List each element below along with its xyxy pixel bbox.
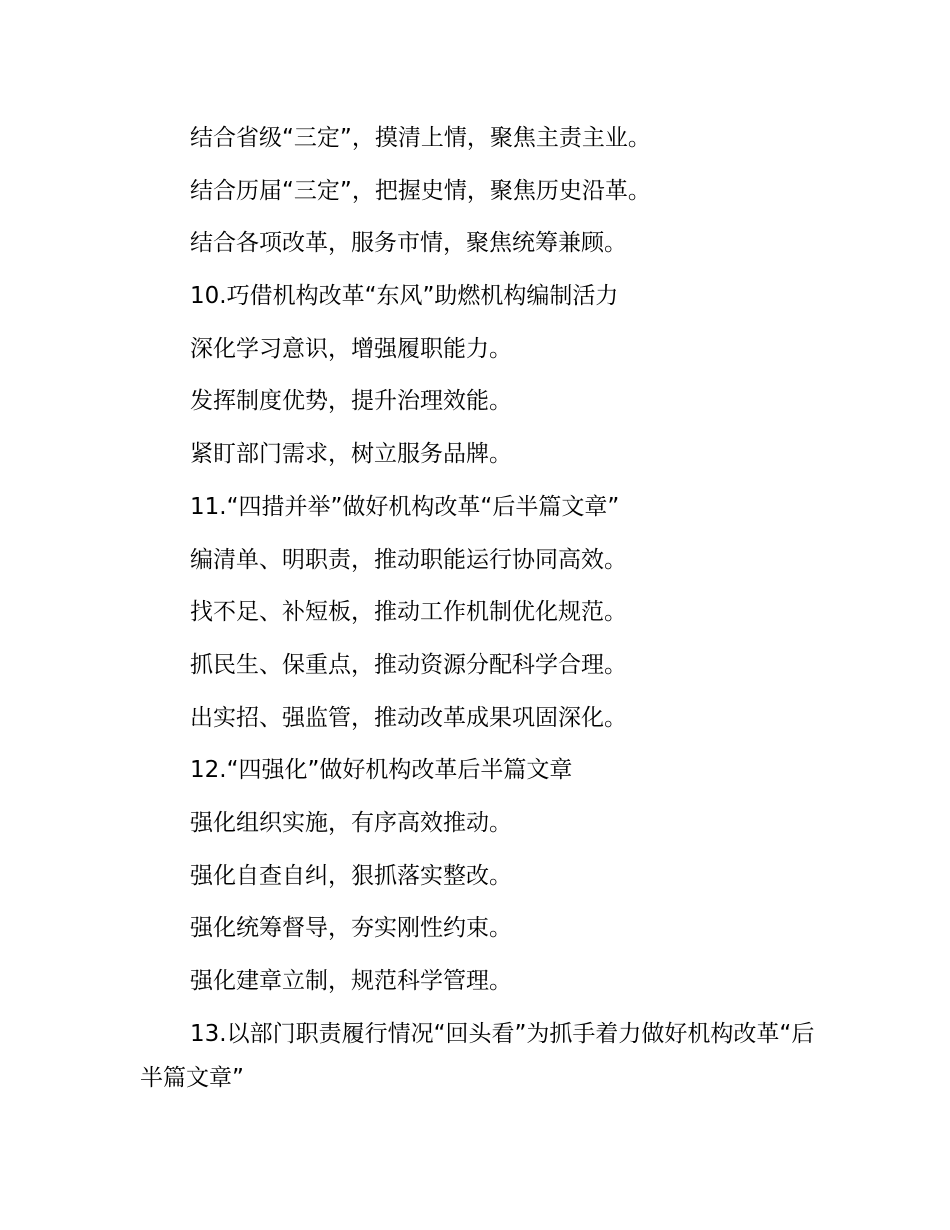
section-heading: 12.“四强化”做好机构改革后半篇文章: [190, 757, 573, 784]
paragraph: 强化统筹督导，夯实刚性约束。: [190, 915, 512, 942]
paragraph: 强化建章立制，规范科学管理。: [190, 968, 512, 994]
paragraph: 结合各项改革，服务市情，聚焦统筹兼顾。: [190, 230, 627, 257]
paragraph: 强化组织实施，有序高效推动。: [190, 809, 512, 836]
paragraph: 找不足、补短板，推动工作机制优化规范。: [190, 599, 627, 626]
paragraph: 强化自查自纠，狠抓落实整改。: [190, 862, 512, 889]
section-heading: 13.以部门职责履行情况“回头看”为抓手着力做好机构改革“后半篇文章”: [140, 1020, 815, 1091]
paragraph: 结合历届“三定”，把握史情，聚焦历史沿革。: [190, 177, 651, 204]
paragraph: 结合省级“三定”，摸清上情，聚焦主责主业。: [190, 125, 651, 151]
section-heading: 10.巧借机构改革“东风”助燃机构编制活力: [190, 283, 619, 310]
paragraph: 紧盯部门需求，树立服务品牌。: [190, 441, 512, 468]
paragraph: 出实招、强监管，推动改革成果巩固深化。: [190, 704, 627, 731]
document-body: [140, 112, 830, 1100]
paragraph: 发挥制度优势，提升治理效能。: [190, 388, 512, 415]
section-heading: 11.“四措并举”做好机构改革“后半篇文章”: [190, 493, 620, 520]
paragraph: 抓民生、保重点，推动资源分配科学合理。: [190, 651, 627, 678]
paragraph: 深化学习意识，增强履职能力。: [190, 335, 512, 362]
paragraph: 编清单、明职责，推动职能运行协同高效。: [190, 546, 627, 573]
